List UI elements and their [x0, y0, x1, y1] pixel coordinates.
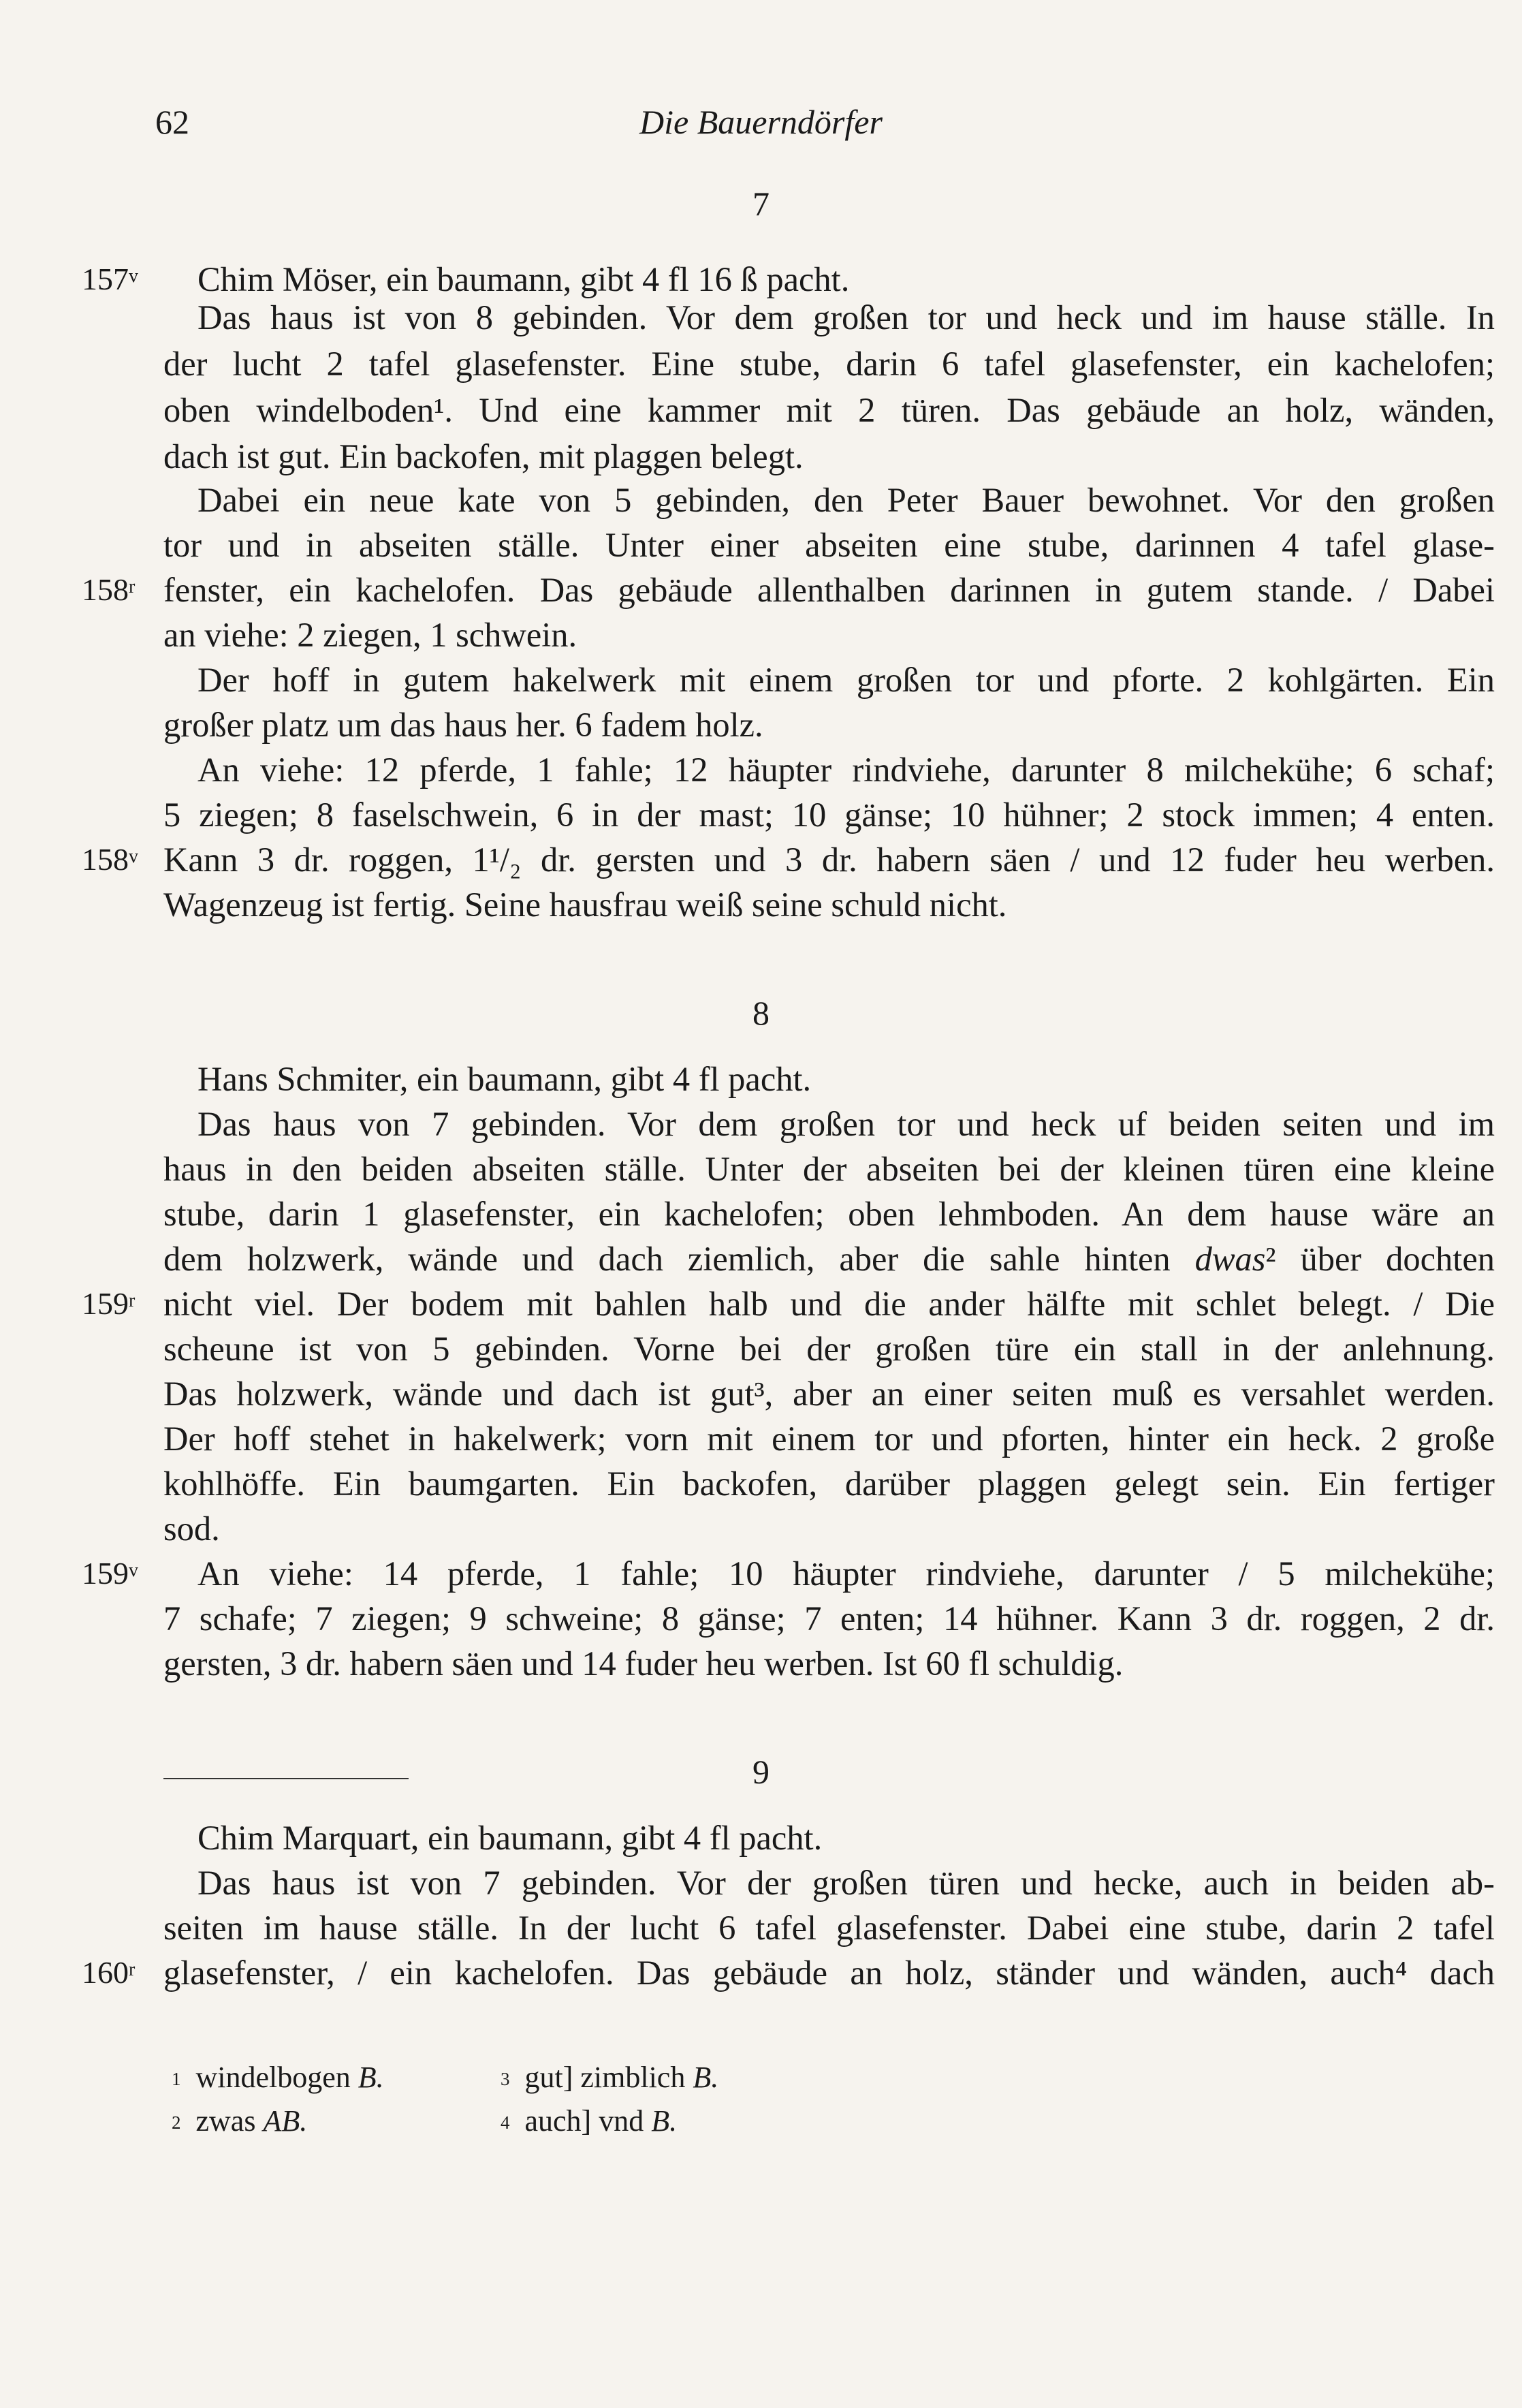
- running-title: Die Bauerndörfer: [639, 103, 883, 141]
- text-line: An viehe: 14 pferde, 1 fahle; 10 häupter rindviehe, darunter / 5 milchekühe;: [197, 1554, 1495, 1593]
- section-number-9: 9: [752, 1753, 770, 1791]
- margin-folio-ref: 157$^v$: [82, 262, 138, 296]
- text-line: Der hoff in gutem hakelwerk mit einem großen tor und pforte. 2 kohlgärten. Ein: [197, 661, 1495, 699]
- text-line: Das holzwerk, wände und dach ist gut³, aber an einer seiten muß es versahlet werden.: [163, 1375, 1495, 1413]
- text-line: kohlhöffe. Ein baumgarten. Ein backofen, darüber plaggen gelegt sein. Ein fertiger: [163, 1465, 1495, 1503]
- text-line: Wagenzeug ist fertig. Seine hausfrau weiß seine schuld nicht.: [163, 886, 1007, 924]
- page-header: [0, 102, 1522, 150]
- text-line: stube, darin 1 glasefenster, ein kachelofen; oben lehmboden. An dem hause wäre an: [163, 1195, 1495, 1233]
- text-line: nicht viel. Der bodem mit bahlen halb und die ander hälfte mit schlet belegt. / Die: [163, 1285, 1495, 1323]
- text-line: Dabei ein neue kate von 5 gebinden, den Peter Bauer bewohnet. Vor den großen: [197, 481, 1495, 519]
- text-line: tor und in abseiten ställe. Unter einer abseiten eine stube, darinnen 4 tafel glase-: [163, 526, 1495, 564]
- footnote: $^4$ auch] vnd B.: [501, 2104, 678, 2138]
- text-line: glasefenster, / ein kachelofen. Das gebäude an holz, ständer und wänden, auch⁴ dach: [163, 1954, 1495, 1992]
- text-line: oben windelboden¹. Und eine kammer mit 2 türen. Das gebäude an holz, wänden,: [163, 391, 1495, 429]
- text-line: An viehe: 12 pferde, 1 fahle; 12 häupter rindviehe, darunter 8 milchekühe; 6 schaf;: [197, 751, 1495, 789]
- entry-heading: Chim Marquart, ein baumann, gibt 4 fl pacht.: [197, 1819, 823, 1857]
- footnote: $^1$ windelbogen B.: [172, 2061, 384, 2094]
- margin-folio-ref: 159$^v$: [82, 1556, 138, 1591]
- page-number: 62: [155, 103, 189, 141]
- footnote: $^3$ gut] zimblich B.: [501, 2061, 719, 2094]
- margin-folio-ref: 158$^r$: [82, 572, 136, 607]
- text-line: scheune ist von 5 gebinden. Vorne bei der großen türe ein stall in der anlehnung.: [163, 1330, 1495, 1368]
- text-line: Das haus ist von 7 gebinden. Vor der großen türen und hecke, auch in beiden ab-: [197, 1864, 1495, 1902]
- section-number-7: 7: [752, 185, 770, 223]
- section-number-8: 8: [752, 994, 770, 1032]
- text-line: dach ist gut. Ein backofen, mit plaggen belegt.: [163, 437, 804, 475]
- text-line: Das haus ist von 8 gebinden. Vor dem großen tor und heck und im hause ställe. In: [197, 298, 1495, 337]
- text-line: 5 ziegen; 8 faselschwein, 6 in der mast; 10 gänse; 10 hühner; 2 stock immen; 4 enten.: [163, 796, 1495, 834]
- text-run: dem holzwerk, wände und dach ziemlich, aber die sahle hinten: [163, 1240, 1195, 1278]
- text-line: Das haus von 7 gebinden. Vor dem großen tor und heck uf beiden seiten und im: [197, 1105, 1495, 1143]
- footnote: $^2$ zwas AB.: [172, 2104, 308, 2138]
- text-run: ² über dochten: [1265, 1240, 1495, 1278]
- entry-heading: Chim Möser, ein baumann, gibt 4 fl 16 ß pacht.: [197, 260, 850, 298]
- text-line: seiten im hause ställe. In der lucht 6 tafel glasefenster. Dabei eine stube, darin 2 tafel: [163, 1909, 1495, 1947]
- text-line: großer platz um das haus her. 6 fadem holz.: [163, 706, 763, 744]
- text-line: Kann 3 dr. roggen, 1¹/₂ dr. gersten und 3 dr. habern säen / und 12 fuder heu werben.: [163, 841, 1495, 879]
- footnote-rule: [163, 1778, 409, 1779]
- margin-folio-ref: 159$^r$: [82, 1286, 136, 1321]
- entry-heading: Hans Schmiter, ein baumann, gibt 4 fl pacht.: [197, 1060, 812, 1098]
- text-line: der lucht 2 tafel glasefenster. Eine stube, darin 6 tafel glasefenster, ein kachelofen;: [163, 345, 1495, 383]
- margin-folio-ref: 160$^r$: [82, 1955, 136, 1990]
- text-line: sod.: [163, 1510, 220, 1548]
- text-line: fenster, ein kachelofen. Das gebäude allenthalben darinnen in gutem stande. / Dabei: [163, 571, 1495, 609]
- text-line: 7 schafe; 7 ziegen; 9 schweine; 8 gänse; 7 enten; 14 hühner. Kann 3 dr. roggen, 2 dr.: [163, 1599, 1495, 1638]
- text-line: Der hoff stehet in hakelwerk; vorn mit einem tor und pforten, hinter ein heck. 2 große: [163, 1420, 1495, 1458]
- text-line: [163, 1236, 1495, 1282]
- italic-term: dwas: [1194, 1240, 1266, 1278]
- text-line: an viehe: 2 ziegen, 1 schwein.: [163, 616, 577, 654]
- margin-folio-ref: 158$^v$: [82, 842, 138, 877]
- text-line: haus in den beiden abseiten ställe. Unter der abseiten bei der kleinen türen eine kleine: [163, 1150, 1495, 1188]
- text-line: gersten, 3 dr. habern säen und 14 fuder heu werben. Ist 60 fl schuldig.: [163, 1644, 1124, 1683]
